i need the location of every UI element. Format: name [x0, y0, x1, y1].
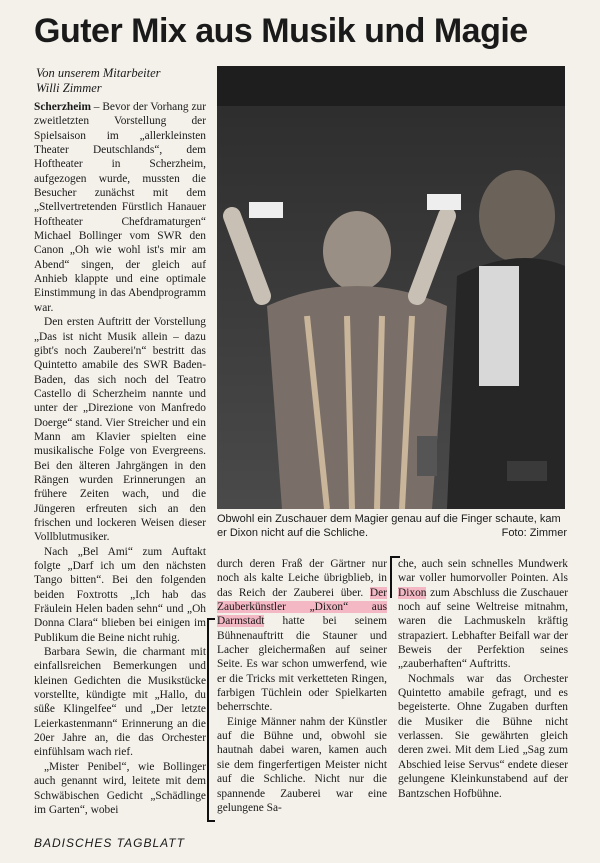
paragraph: [398, 557, 568, 672]
paragraph-text: hatte bei seinem Bühnenauftritt die Stauner und Lacher gleichermaßen auf seiner Seite. Es war schon umwerfend, wie er die Tricks mit verketteten Ringen, farbigen Tüchlein oder Spielkarten beherrschte.: [217, 615, 387, 714]
photo-illustration: [217, 66, 565, 509]
paragraph-text: – Bevor der Vorhang zur zweitletzten Vorstellung der Spielsaison im „allerkleinsten Theater Deutschlands“, dem Hoftheater in Scherzheim, aufgezogen wurde, mussten die Besucher zunächst mit dem „Stellvertretenden Fürstlich Hanauer Hoftheater Chefdramaturgen“ Michael Bollinger vom SWR den Canon „Oh wie wohl ist's mir am Abend“ singen, der gleich auf Anhieb klappte und eine optimale Einstimmung in das Abendprogramm war.: [34, 101, 206, 314]
highlighted-text: Dixon: [398, 586, 427, 599]
photo-caption: [217, 512, 567, 540]
caption-text: Obwohl ein Zuschauer dem Magier genau auf die Finger schaute, kam er Dixon nicht auf die Schliche.: [217, 513, 561, 539]
paragraph: Einige Männer nahm der Künstler auf die Bühne und, obwohl sie hautnah dabei waren, kamen auch sie dem fingerfertigen Meister nicht auf die Schliche. Nicht nur die spannende Zauberei war eine gelungene Sa-: [217, 715, 387, 814]
column-2: [217, 557, 387, 815]
paragraph-text: che, auch sein schnelles Mundwerk war voller humorvoller Pointen. Als: [398, 558, 568, 585]
paragraph: Barbara Sewin, die charmant mit einfallsreichen Bemerkungen und kleinen Gedichten die Musikstücke vorstellte, kündigte mit „Hallo, du süße Klingelfee“ und „Der letzte Leierkastenmann“ Erinnerung an die 20er Jahre an, die das Orchester einfühlsam wach rief.: [34, 646, 206, 759]
headline: Guter Mix aus Musik und Magie: [34, 12, 528, 50]
paragraph: „Mister Penibel“, wie Bollinger auch genannt wird, leitete mit dem Schwäbischen Gedicht „Schädlinge im Garten“, wobei: [34, 760, 206, 816]
byline-author: Willi Zimmer: [36, 81, 102, 95]
left-bracket: [207, 618, 215, 822]
column-3: [398, 557, 568, 801]
paragraph: [34, 100, 206, 315]
paragraph-text: durch deren Fraß der Gärtner nur noch als kalte Leiche übrigblieb, in das Reich der Zauberei über.: [217, 558, 387, 599]
highlighted-text: Der Zauberkünstler „Dixon“ aus Darmstadt: [217, 586, 387, 628]
byline: [36, 66, 161, 96]
photo-credit: Foto: Zimmer: [501, 527, 567, 539]
paragraph: Nach „Bel Ami“ zum Auftakt folgte „Darf ich um den nächsten Tango bitten“. Bei den folgenden beiden Foxtrotts „Ich hab das Fräulein Helen baden sehn“ und „Oh Donna Clara“ blieben bei einigen im Publikum die Beine nicht ruhig.: [34, 545, 206, 644]
paragraph: [217, 557, 387, 715]
publication-name: BADISCHES TAGBLATT: [34, 836, 185, 850]
article-photo: [217, 66, 565, 509]
paragraph-text: zum Abschluss die Zuschauer noch auf seine Weltreise mitnahm, waren die Lachmuskeln kräftig strapaziert. Lebhafter Beifall war der Beweis der Perfektion seines „zauberhaften“ Auftritts.: [398, 586, 568, 671]
paragraph: Nochmals war das Orchester Quintetto amabile gefragt, und es begeisterte. Ohne Zugaben durften die Musiker die Bühne nicht verlassen. Sie gewährten gleich deren zwei. Mit dem Lied „Sag zum Abschied leise Servus“ endete dieser gelungene Kleinkunstabend auf der Bantzschen Hofbühne.: [398, 672, 568, 800]
column-1: [34, 100, 206, 817]
dateline: Scherzheim: [34, 101, 91, 113]
paragraph: Den ersten Auftritt der Vorstellung „Das ist nicht Musik allein – dazu gibt's noch Zauberei'n“ bestritt das Quintetto amabile des SWR Baden-Baden, das sich noch del Teatro Castello di Scherzheim nannte und unter der „Direzione von Manfredo Doerge“ stand. Vier Streicher und ein Mann am Klavier spielten eine musikalische Folge von Evergreens. Bei den älteren Jahrgängen in den Rängen wurden Erinnerungen an frühere Zeiten wach, und die Jüngeren erfreuten sich an den frischen und lockeren Weisen dieser Vollblutmusiker.: [34, 316, 206, 544]
byline-line-1: Von unserem Mitarbeiter: [36, 66, 161, 80]
